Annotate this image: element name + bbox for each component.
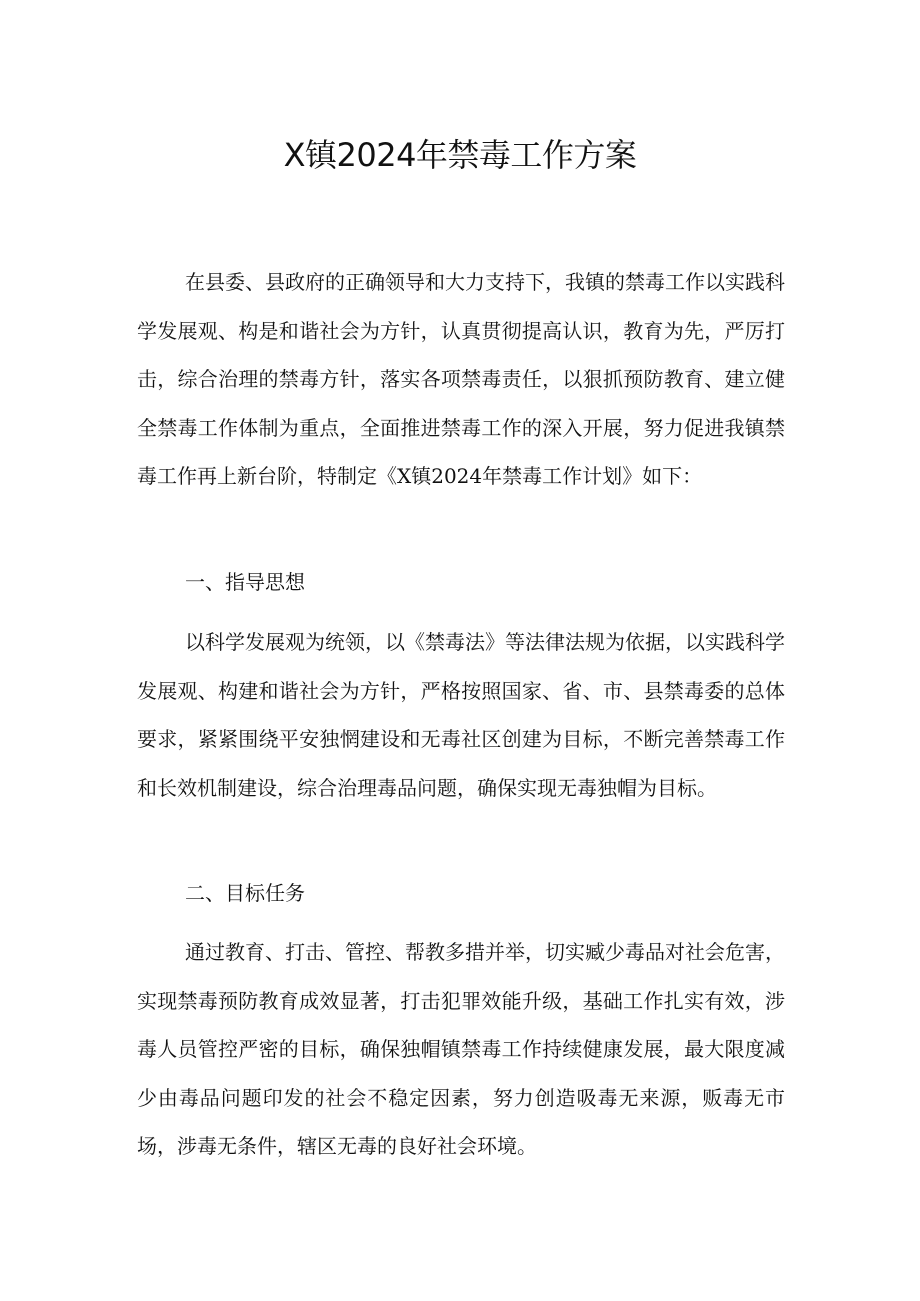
- section-paragraph-goals-tasks: 通过教育、打击、管控、帮教多措并举，切实臧少毒品对社会危害，实现禁毒预防教育成效显著，打击犯罪效能升级，基础工作扎实有效，涉毒人员管控严密的目标，确保独帽镇禁毒工作持续健康发展，最大限度减少由毒品问题印发的社会不稳定因素，努力创造吸毒无来源，贩毒无市场，涉毒无条件，辖区无毒的良好社会环境。: [137, 940, 785, 1158]
- section-paragraph-guiding-ideology: 以科学发展观为统领，以《禁毒法》等法律法规为依据，以实践科学发展观、构建和谐社会为方针，严格按照国家、省、市、县禁毒委的总体要求，紧紧围绕平安独惘建设和无毒社区创建为目标，不断完善禁毒工作和长效机制建设，综合治理毒品问题，确保实现无毒独帽为目标。: [137, 630, 785, 800]
- section-heading-goals-tasks: 二、目标任务: [185, 881, 305, 905]
- document-title: X镇2024年禁毒工作方案: [283, 136, 637, 174]
- section-heading-guiding-ideology: 一、指导思想: [185, 570, 305, 594]
- intro-paragraph: 在县委、县政府的正确领导和大力支持下，我镇的禁毒工作以实践科学发展观、构是和谐社会为方针，认真贯彻提高认识，教育为先，严厉打击，综合治理的禁毒方针，落实各项禁毒责任，以狠抓预防教育、建立健全禁毒工作体制为重点，全面推进禁毒工作的深入开展，努力促进我镇禁毒工作再上新台阶，特制定《X镇2024年禁毒工作计划》如下：: [137, 270, 785, 488]
